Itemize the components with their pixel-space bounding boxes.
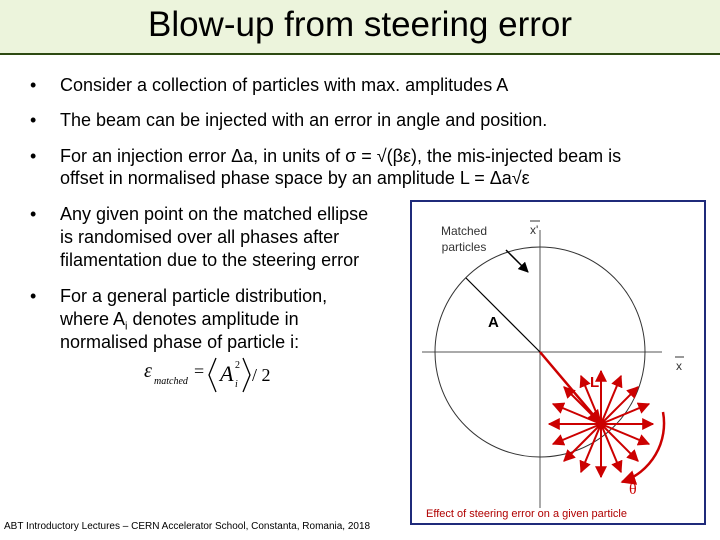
- footer-text: ABT Introductory Lectures – CERN Accelerator School, Constanta, Romania, 2018: [4, 521, 371, 532]
- bullet-dot: •: [30, 204, 37, 224]
- phase-space-svg: [412, 202, 704, 523]
- phase-space-diagram: [410, 200, 706, 525]
- randomised-phase-arrows: [549, 371, 653, 477]
- bullet-5-where: where A: [60, 309, 126, 329]
- bullet-dot: •: [30, 110, 37, 130]
- bullet-4-line-2: is randomised over all phases after: [60, 227, 340, 247]
- formula-left-bracket: [209, 358, 216, 392]
- bullet-dot: •: [30, 286, 37, 306]
- bullet-3-line-1: For an injection error Δa, in units of σ = √(βε), the mis-injected beam is: [60, 146, 622, 166]
- theta-arc: [622, 412, 664, 482]
- xprime-label: x': [530, 223, 539, 237]
- formula-sup: 2: [235, 360, 240, 371]
- bullet-dot: •: [30, 75, 37, 95]
- bullet-1-text: Consider a collection of particles with max. amplitudes A: [60, 75, 509, 95]
- bullet-5-rest: denotes amplitude in: [127, 309, 299, 329]
- slide-title: Blow-up from steering error: [147, 5, 573, 44]
- bullet-5-sub: i: [125, 320, 128, 333]
- bullet-dot: •: [30, 146, 37, 166]
- bullet-3-line-2: offset in normalised phase space by an amplitude L = Δa√ε: [60, 168, 530, 188]
- matched-label-line-1: Matched: [440, 224, 488, 238]
- formula-right-bracket: [243, 358, 250, 392]
- theta-label: θ: [629, 481, 637, 498]
- formula-sub: i: [235, 379, 238, 390]
- formula-equals: =: [194, 361, 205, 381]
- amplitude-a-line: [466, 278, 540, 352]
- a-label: A: [488, 314, 499, 331]
- x-label: x: [676, 359, 682, 373]
- title-bar: [0, 0, 720, 55]
- l-label: L: [590, 374, 600, 391]
- formula-epsilon: ε: [144, 360, 152, 382]
- effect-caption: Effect of steering error on a given particle: [426, 508, 627, 520]
- bullet-4-line-3: filamentation due to the steering error: [60, 250, 360, 270]
- bullet-5-line-1: For a general particle distribution,: [60, 286, 328, 306]
- bullet-5-line-3: normalised phase of particle i:: [60, 332, 300, 352]
- emittance-formula: [142, 355, 282, 395]
- matched-label-line-2: particles: [441, 240, 487, 254]
- bullet-2-text: The beam can be injected with an error in angle and position.: [60, 110, 548, 130]
- formula-subscript: matched: [154, 376, 188, 387]
- formula-divide: / 2: [252, 365, 271, 385]
- bullet-4-line-1: Any given point on the matched ellipse: [60, 204, 369, 224]
- formula-a: A: [220, 361, 234, 386]
- matched-pointer-arrow: [506, 250, 528, 272]
